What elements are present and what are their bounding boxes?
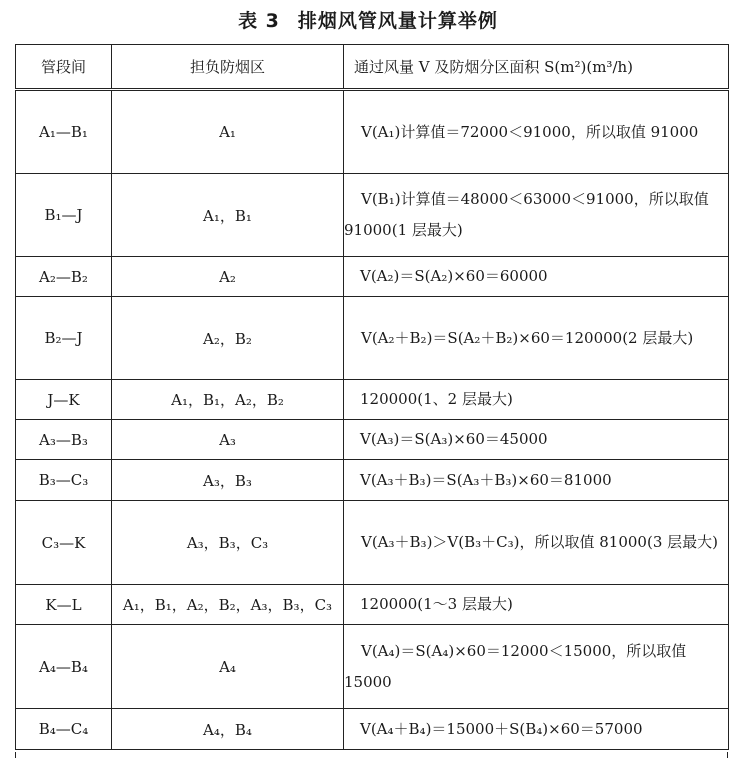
segment-cell: J—K	[16, 380, 112, 420]
segment-cell: A₁—B₁	[16, 90, 112, 174]
airflow-cell: 120000(1、2 层最大)	[344, 380, 729, 420]
airflow-cell: V(A₄＋B₄)＝15000＋S(B₄)×60＝57000	[344, 709, 729, 750]
zones-cell: A₁，B₁，A₂，B₂	[112, 380, 344, 420]
zones-cell: A₂	[112, 257, 344, 297]
header-zones: 担负防烟区	[112, 45, 344, 90]
zones-cell: A₄	[112, 625, 344, 709]
segment-cell: A₃—B₃	[16, 420, 112, 460]
zones-cell: A₂，B₂	[112, 297, 344, 380]
table-row	[16, 297, 729, 380]
zones-cell: A₃，B₃，C₃	[112, 501, 344, 585]
segment-cell: B₃—C₃	[16, 460, 112, 501]
table-row	[16, 257, 729, 297]
table-number: 表 3	[238, 10, 280, 32]
airflow-cell: V(A₃＋B₃)＞V(B₃＋C₃)，所以取值 81000(3 层最大)	[344, 501, 729, 585]
segment-cell: C₃—K	[16, 501, 112, 585]
table-row	[16, 709, 729, 750]
segment-cell: B₄—C₄	[16, 709, 112, 750]
airflow-cell: V(A₂)＝S(A₂)×60＝60000	[344, 257, 729, 297]
segment-cell: B₁—J	[16, 174, 112, 257]
zones-cell: A₁	[112, 90, 344, 174]
zones-cell: A₁，B₁，A₂，B₂，A₃，B₃，C₃	[112, 585, 344, 625]
airflow-cell: V(A₃)＝S(A₃)×60＝45000	[344, 420, 729, 460]
table-row	[16, 501, 729, 585]
airflow-table	[15, 44, 729, 750]
segment-cell: K—L	[16, 585, 112, 625]
header-airflow: 通过风量 V 及防烟分区面积 S(m²)(m³/h)	[344, 45, 729, 90]
table-row	[16, 174, 729, 257]
table-continuation	[15, 752, 728, 758]
airflow-cell: V(A₄)＝S(A₄)×60＝12000＜15000，所以取值 15000	[344, 625, 729, 709]
table-caption: 排烟风管风量计算举例	[297, 10, 498, 32]
table-title	[0, 6, 736, 36]
airflow-cell: 120000(1～3 层最大)	[344, 585, 729, 625]
table-row	[16, 380, 729, 420]
segment-cell: B₂—J	[16, 297, 112, 380]
zones-cell: A₃	[112, 420, 344, 460]
segment-cell: A₄—B₄	[16, 625, 112, 709]
airflow-cell: V(B₁)计算值＝48000＜63000＜91000，所以取值 91000(1 层最大)	[344, 174, 729, 257]
airflow-cell: V(A₂＋B₂)＝S(A₂＋B₂)×60＝120000(2 层最大)	[344, 297, 729, 380]
table-row	[16, 90, 729, 174]
airflow-cell: V(A₃＋B₃)＝S(A₃＋B₃)×60＝81000	[344, 460, 729, 501]
table-row	[16, 585, 729, 625]
airflow-cell: V(A₁)计算值＝72000＜91000，所以取值 91000	[344, 90, 729, 174]
header-row	[16, 45, 729, 90]
segment-cell: A₂—B₂	[16, 257, 112, 297]
zones-cell: A₄，B₄	[112, 709, 344, 750]
zones-cell: A₁，B₁	[112, 174, 344, 257]
table-row	[16, 460, 729, 501]
table-row	[16, 420, 729, 460]
zones-cell: A₃，B₃	[112, 460, 344, 501]
header-segment: 管段间	[16, 45, 112, 90]
table-row	[16, 625, 729, 709]
